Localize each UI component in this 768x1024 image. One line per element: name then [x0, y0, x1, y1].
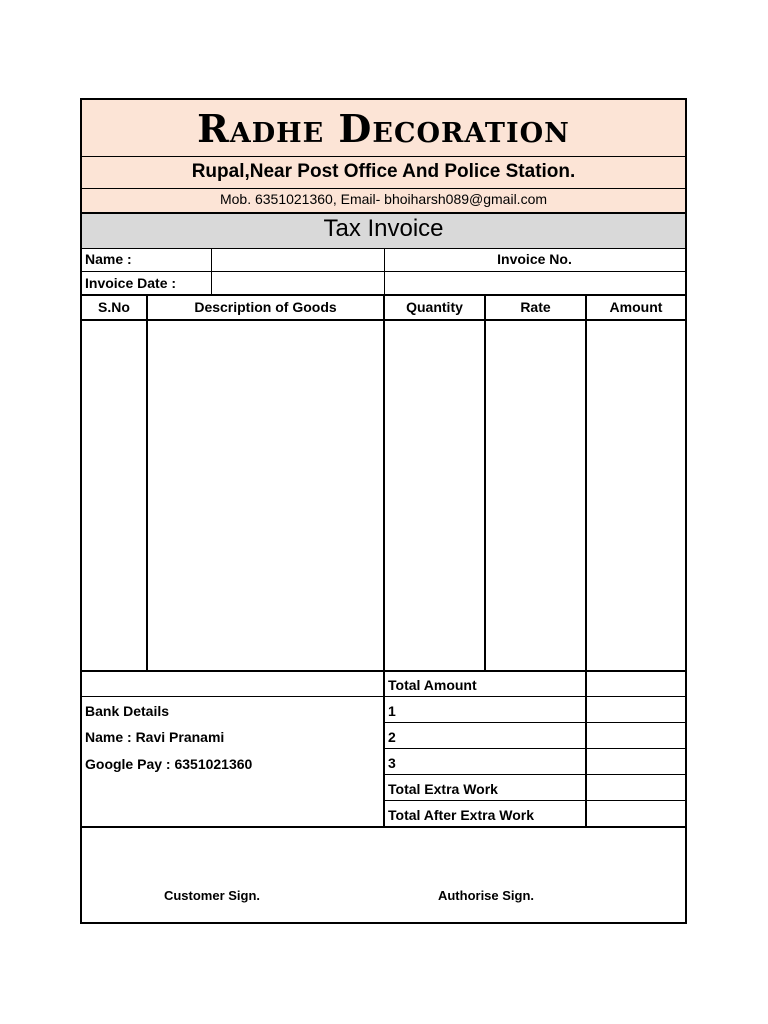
customer-signature-label: Customer Sign. [163, 888, 261, 903]
document-title: Tax Invoice [323, 215, 444, 242]
divider [82, 696, 384, 697]
divider [82, 188, 685, 189]
divider [82, 826, 685, 828]
company-address: Rupal,Near Post Office And Police Station. [191, 161, 576, 182]
bank-account-name: Name : Ravi Pranami [85, 729, 225, 745]
bank-details-heading: Bank Details [85, 703, 170, 719]
divider [146, 294, 148, 670]
divider [384, 774, 685, 775]
column-header-amount: Amount [609, 299, 663, 315]
column-header-description: Description of Goods [194, 299, 337, 315]
divider [484, 294, 486, 670]
divider [211, 248, 212, 294]
customer-name-label: Name : [85, 251, 132, 267]
divider [384, 722, 685, 723]
divider [384, 696, 685, 697]
company-name: Radhe Decoration [197, 106, 570, 151]
company-contact: Mob. 6351021360, Email- bhoiharsh089@gmail.com [219, 191, 548, 207]
divider [585, 294, 587, 826]
extra-line-1-label: 1 [388, 703, 396, 719]
extra-line-3-label: 3 [388, 755, 396, 771]
invoice-date-label: Invoice Date : [85, 275, 177, 291]
total-amount-label: Total Amount [388, 677, 477, 693]
invoice-sheet [80, 98, 687, 924]
divider [82, 212, 685, 214]
column-header-rate: Rate [520, 299, 551, 315]
total-extra-work-label: Total Extra Work [388, 781, 498, 797]
divider [384, 800, 685, 801]
column-header-quantity: Quantity [406, 299, 463, 315]
divider [383, 294, 385, 826]
total-after-extra-work-label: Total After Extra Work [388, 807, 534, 823]
authorised-signature-label: Authorise Sign. [437, 888, 535, 903]
divider [384, 748, 685, 749]
invoice-number-label: Invoice No. [497, 251, 572, 267]
extra-line-2-label: 2 [388, 729, 396, 745]
google-pay-number: Google Pay : 6351021360 [85, 756, 253, 772]
divider [82, 156, 685, 157]
column-header-sno: S.No [98, 299, 130, 315]
